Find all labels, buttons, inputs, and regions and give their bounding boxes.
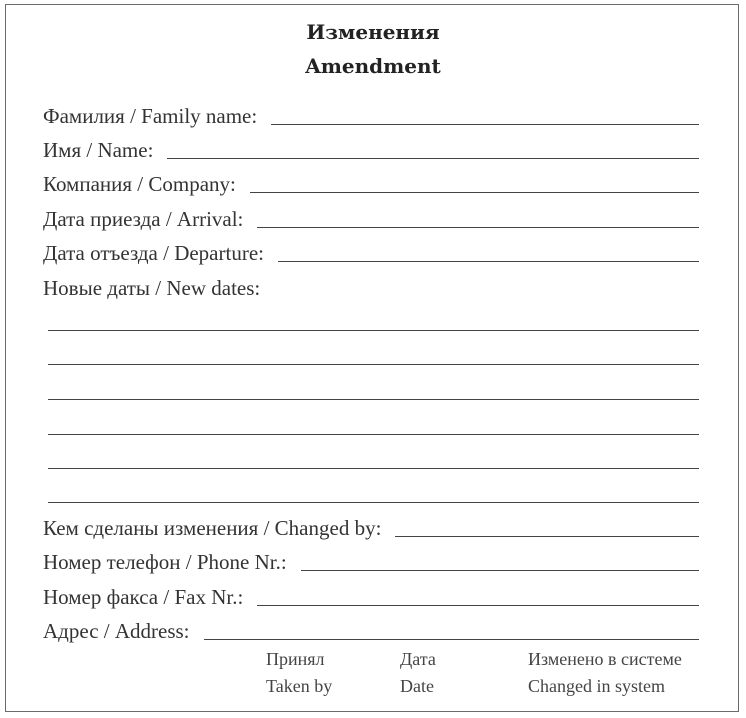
new-dates-field	[43, 271, 699, 301]
taken-by-block	[266, 646, 332, 700]
family-name-input-line[interactable]	[271, 123, 699, 125]
company-field	[43, 167, 699, 197]
form-title-ru: Изменения	[306, 20, 440, 44]
date-block	[400, 646, 436, 700]
changed-in-system-ru: Изменено в системе	[528, 649, 682, 669]
departure-field	[43, 236, 699, 266]
form-title-en: Amendment	[305, 54, 441, 78]
address-input-line[interactable]	[204, 638, 699, 640]
company-label: Компания / Company:	[43, 172, 236, 196]
changed-by-label: Кем сделаны изменения / Changed by:	[43, 516, 382, 540]
date-en: Date	[400, 676, 434, 696]
fax-input-line[interactable]	[257, 604, 699, 606]
arrival-label: Дата приезда / Arrival:	[43, 207, 244, 231]
new-dates-line[interactable]	[48, 364, 699, 365]
arrival-input-line[interactable]	[257, 226, 699, 228]
new-dates-line[interactable]	[48, 502, 699, 503]
arrival-field	[43, 202, 699, 232]
fax-field	[43, 580, 699, 610]
company-input-line[interactable]	[250, 191, 699, 193]
family-name-field	[43, 99, 699, 129]
departure-label: Дата отъезда / Departure:	[43, 241, 264, 265]
taken-by-ru: Принял	[266, 649, 325, 669]
new-dates-line[interactable]	[48, 399, 699, 400]
family-name-label: Фамилия / Family name:	[43, 104, 258, 128]
phone-field	[43, 545, 699, 575]
name-label: Имя / Name:	[43, 138, 154, 162]
new-dates-line[interactable]	[48, 434, 699, 435]
changed-in-system-en: Changed in system	[528, 676, 665, 696]
new-dates-label: Новые даты / New dates:	[43, 276, 261, 300]
changed-in-system-block	[528, 646, 682, 700]
date-ru: Дата	[400, 649, 436, 669]
address-label: Адрес / Address:	[43, 619, 190, 643]
fax-label: Номер факса / Fax Nr.:	[43, 585, 244, 609]
changed-by-input-line[interactable]	[395, 535, 699, 537]
taken-by-en: Taken by	[266, 676, 333, 696]
changed-by-field	[43, 511, 699, 541]
new-dates-line[interactable]	[48, 330, 699, 331]
name-input-line[interactable]	[167, 157, 699, 159]
new-dates-line[interactable]	[48, 468, 699, 469]
name-field	[43, 133, 699, 163]
phone-input-line[interactable]	[301, 569, 699, 571]
address-field	[43, 614, 699, 644]
phone-label: Номер телефон / Phone Nr.:	[43, 550, 287, 574]
departure-input-line[interactable]	[278, 260, 699, 262]
